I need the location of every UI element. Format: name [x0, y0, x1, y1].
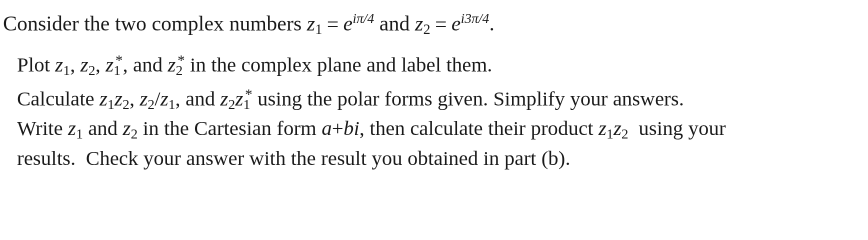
conjugate-star: * — [245, 87, 253, 103]
part-c-then: , then calculate their product — [359, 118, 599, 140]
conj-product-z2-subscript: 2 — [228, 98, 236, 114]
part-b-text — [17, 82, 684, 119]
z2-conjugate-variable: z — [167, 54, 176, 77]
exp-base-1: e — [343, 11, 353, 36]
exponent-1: iπ/4 — [352, 11, 375, 26]
z1-subscript: 1 — [315, 22, 323, 39]
z2-variable: z — [122, 118, 131, 140]
separator: , and — [122, 54, 168, 77]
product-z2-subscript: 2 — [621, 127, 629, 143]
equals-sign-2: = — [434, 11, 447, 36]
part-c-text-line1 — [17, 116, 726, 148]
z2-variable: z — [80, 54, 89, 77]
quotient-z2: z — [139, 88, 148, 111]
equals-sign-1: = — [326, 11, 339, 36]
part-a-tail: in the complex plane and label them. — [184, 54, 493, 77]
separator: , — [129, 88, 140, 111]
part-a-lead: Plot — [17, 54, 56, 77]
exponent-2: i3π/4 — [460, 11, 490, 26]
conj-product-z1-subscript: 1 — [243, 98, 251, 114]
z1-subscript: 1 — [75, 127, 83, 143]
division-slash: / — [154, 88, 161, 111]
z1-variable: z — [55, 54, 64, 77]
part-b-lead: Calculate — [17, 88, 100, 111]
z1-variable: z — [306, 11, 316, 36]
part-c-lead: Write — [17, 118, 68, 140]
z2-subscript: 2 — [423, 22, 431, 39]
z2-conjugate-subscript: 2 — [175, 64, 183, 80]
z2-subscript: 2 — [130, 127, 138, 143]
cartesian-bi: bi — [343, 118, 360, 140]
z1-conjugate-subscript: 1 — [113, 64, 121, 80]
z1-conjugate-variable: z — [105, 54, 114, 77]
product-z1-subscript: 1 — [606, 127, 614, 143]
product-z1-subscript: 1 — [107, 98, 115, 114]
part-c-tail: using your — [628, 118, 726, 140]
conjugate-star: * — [115, 53, 123, 69]
conj-product-z1: z — [235, 88, 244, 111]
z2-variable: z — [415, 11, 424, 36]
z2-subscript: 2 — [88, 64, 96, 80]
z1-subscript: 1 — [63, 64, 71, 80]
intro-lead-text: Consider the two complex numbers — [3, 11, 307, 36]
quotient-z1: z — [160, 88, 169, 111]
cartesian-a: a — [321, 118, 332, 140]
product-z2: z — [114, 88, 123, 111]
separator: , and — [175, 88, 221, 111]
quotient-z1-subscript: 1 — [168, 98, 176, 114]
separator: , — [70, 54, 81, 77]
product-z2: z — [613, 118, 622, 140]
separator: , — [95, 54, 106, 77]
part-a-text — [17, 48, 492, 85]
conjugate-star: * — [177, 53, 185, 69]
z1-variable: z — [67, 118, 76, 140]
problem-intro — [3, 6, 494, 43]
cartesian-plus: + — [331, 118, 344, 140]
conj-product-z2: z — [220, 88, 229, 111]
exp-base-2: e — [451, 11, 461, 36]
product-z2-subscript: 2 — [122, 98, 130, 114]
part-c-mid: in the Cartesian form — [137, 118, 322, 140]
part-b-tail: using the polar forms given. Simplify your answers. — [252, 88, 684, 111]
product-z1: z — [99, 88, 108, 111]
quotient-z2-subscript: 2 — [147, 98, 155, 114]
part-c-text-line2: results. Check your answer with the result you obtained in part (b). — [17, 148, 571, 170]
intro-conjunction-text: and — [374, 11, 415, 36]
intro-period: . — [489, 11, 495, 36]
product-z1: z — [598, 118, 607, 140]
part-c-and: and — [82, 118, 123, 140]
